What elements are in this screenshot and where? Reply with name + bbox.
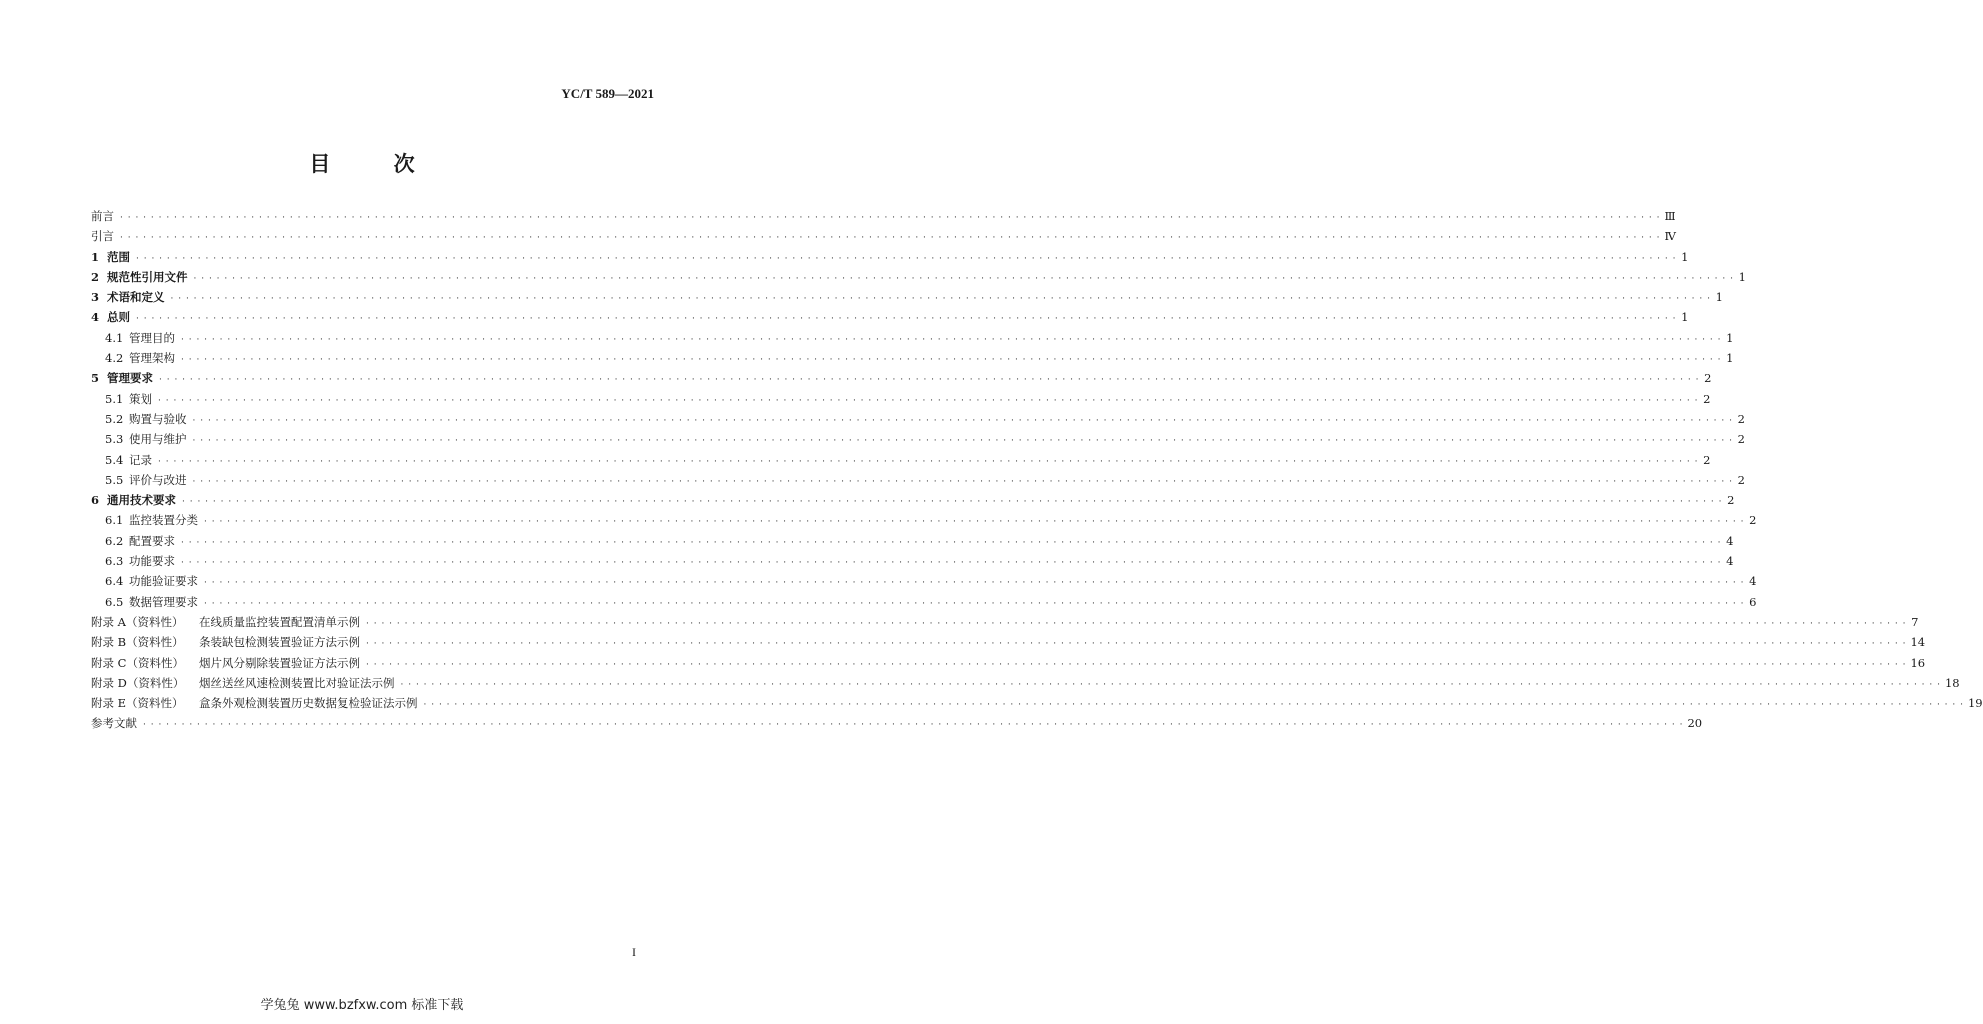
toc-entry-page: 2 <box>1737 432 1745 447</box>
toc-leader-dots: · · · · · · · · · · · · · · · · · · · · · · · · · · · · · · · · · · · · · · · · · · · · · · · · · · · · · · · · · · · · · · · · · · · · · · · · · · · · · · · · · · · · · · · · · · · · · · · · · · · · · · · · · · · · · · · · · · · · · · · · · · · · · · · · · · · · · · · · · · · · · · · · · · · · · · · · · · · · · · · · · · · · · · · · · · · · · · · · · · · · · · · · · · · · · · · · · · · · · · · · <box>181 558 1722 569</box>
toc-entry-title: 使用与维护 <box>129 432 187 447</box>
toc-leader-dots: · · · · · · · · · · · · · · · · · · · · · · · · · · · · · · · · · · · · · · · · · · · · · · · · · · · · · · · · · · · · · · · · · · · · · · · · · · · · · · · · · · · · · · · · · · · · · · · · · · · · · · · · · · · · · · · · · · · · · · · · · · · · · · · · · · · · · · · · · · · · · · · · · · · · · · · · · · · · · · · · · · · · · · · · · · · · · · · · · · · · · · · · · · · · · · · · · · · · · · · · <box>120 213 1661 223</box>
toc-leader-dots: · · · · · · · · · · · · · · · · · · · · · · · · · · · · · · · · · · · · · · · · · · · · · · · · · · · · · · · · · · · · · · · · · · · · · · · · · · · · · · · · · · · · · · · · · · · · · · · · · · · · · · · · · · · · · · · · · · · · · · · · · · · · · · · · · · · · · · · · · · · · · · · · · · · · · · · · · · · · · · · · · · · · · · · · · · · · · · · · · · · · · · · · · · · · · · · · · · · · · · · · <box>366 639 1907 650</box>
toc-entry-number: 6.4 <box>105 574 124 589</box>
toc-entry-page: 18 <box>1944 675 1960 690</box>
toc-leader-dots: · · · · · · · · · · · · · · · · · · · · · · · · · · · · · · · · · · · · · · · · · · · · · · · · · · · · · · · · · · · · · · · · · · · · · · · · · · · · · · · · · · · · · · · · · · · · · · · · · · · · · · · · · · · · · · · · · · · · · · · · · · · · · · · · · · · · · · · · · · · · · · · · · · · · · · · · · · · · · · · · · · · · · · · · · · · · · · · · · · · · · · · · · · · · · · · · · · · · · · · · <box>181 334 1722 345</box>
toc-entry-page: 7 <box>1911 614 1919 629</box>
toc-entry-title: 规范性引用文件 <box>107 269 188 284</box>
toc-entry-heading <box>105 429 187 449</box>
toc-entry-title: 监控装置分类 <box>129 513 198 528</box>
toc-entry-number: 附录 C（资料性） <box>91 655 184 670</box>
toc-entry-title: 总则 <box>107 310 130 325</box>
toc-entry-title: 评价与改进 <box>129 472 187 487</box>
toc-entry[interactable] <box>91 551 1734 571</box>
toc-entry-page: 1 <box>1726 330 1734 345</box>
toc-entry[interactable] <box>91 307 1689 327</box>
toc-entry-number: 1 <box>91 249 100 264</box>
toc-entry-title: 盒条外观检测装置历史数据复检验证法示例 <box>199 696 418 711</box>
toc-entry-page: 14 <box>1910 635 1926 650</box>
toc-entry[interactable] <box>91 368 1712 388</box>
toc-entry-number: 6.2 <box>105 533 124 548</box>
toc-leader-dots: · · · · · · · · · · · · · · · · · · · · · · · · · · · · · · · · · · · · · · · · · · · · · · · · · · · · · · · · · · · · · · · · · · · · · · · · · · · · · · · · · · · · · · · · · · · · · · · · · · · · · · · · · · · · · · · · · · · · · · · · · · · · · · · · · · · · · · · · · · · · · · · · · · · · · · · · · · · · · · · · · · · · · · · · · · · · · · · · · · · · · · · · · · · · · · · · · · · · · · · · <box>120 233 1661 244</box>
toc-leader-dots: · · · · · · · · · · · · · · · · · · · · · · · · · · · · · · · · · · · · · · · · · · · · · · · · · · · · · · · · · · · · · · · · · · · · · · · · · · · · · · · · · · · · · · · · · · · · · · · · · · · · · · · · · · · · · · · · · · · · · · · · · · · · · · · · · · · · · · · · · · · · · · · · · · · · · · · · · · · · · · · · · · · · · · · · · · · · · · · · · · · · · · · · · · · · · · · · · · · · · · · · <box>204 598 1745 609</box>
toc-entry[interactable] <box>91 673 1960 693</box>
toc-entry-page: Ⅲ <box>1664 209 1676 223</box>
toc-entry-title: 在线质量监控装置配置清单示例 <box>199 614 360 629</box>
toc-entry-page: 2 <box>1737 472 1745 487</box>
toc-entry-title: 策划 <box>129 391 152 406</box>
toc-leader-dots: · · · · · · · · · · · · · · · · · · · · · · · · · · · · · · · · · · · · · · · · · · · · · · · · · · · · · · · · · · · · · · · · · · · · · · · · · · · · · · · · · · · · · · · · · · · · · · · · · · · · · · · · · · · · · · · · · · · · · · · · · · · · · · · · · · · · · · · · · · · · · · · · · · · · · · · · · · · · · · · · · · · · · · · · · · · · · · · · · · · · · · · · · · · · · · · · · · · · · · · · <box>159 375 1700 386</box>
standard-code: YC/T 589—2021 <box>561 86 654 101</box>
toc-entry-page: 20 <box>1687 716 1703 731</box>
toc-entry-page: 2 <box>1703 452 1711 467</box>
toc-entry-page: 4 <box>1749 574 1757 589</box>
watermark-text: 学兔兔 www.bzfxw.com 标准下载 <box>260 998 464 1013</box>
toc-entry-title: 烟丝送丝风速检测装置比对验证法示例 <box>199 675 395 690</box>
toc-entry-heading <box>91 713 137 733</box>
toc-leader-dots: · · · · · · · · · · · · · · · · · · · · · · · · · · · · · · · · · · · · · · · · · · · · · · · · · · · · · · · · · · · · · · · · · · · · · · · · · · · · · · · · · · · · · · · · · · · · · · · · · · · · · · · · · · · · · · · · · · · · · · · · · · · · · · · · · · · · · · · · · · · · · · · · · · · · · · · · · · · · · · · · · · · · · · · · · · · · · · · · · · · · · · · · · · · · · · · · · · · · · · · · <box>136 314 1677 325</box>
toc-entry-page: 4 <box>1726 533 1734 548</box>
toc-leader-dots: · · · · · · · · · · · · · · · · · · · · · · · · · · · · · · · · · · · · · · · · · · · · · · · · · · · · · · · · · · · · · · · · · · · · · · · · · · · · · · · · · · · · · · · · · · · · · · · · · · · · · · · · · · · · · · · · · · · · · · · · · · · · · · · · · · · · · · · · · · · · · · · · · · · · · · · · · · · · · · · · · · · · · · · · · · · · · · · · · · · · · · · · · · · · · · · · · · · · · · · · <box>181 537 1722 548</box>
toc-entry-heading <box>105 348 175 368</box>
toc-entry-page: 2 <box>1727 493 1735 508</box>
toc-entry-title: 前言 <box>91 209 114 223</box>
toc-leader-dots: · · · · · · · · · · · · · · · · · · · · · · · · · · · · · · · · · · · · · · · · · · · · · · · · · · · · · · · · · · · · · · · · · · · · · · · · · · · · · · · · · · · · · · · · · · · · · · · · · · · · · · · · · · · · · · · · · · · · · · · · · · · · · · · · · · · · · · · · · · · · · · · · · · · · · · · · · · · · · · · · · · · · · · · · · · · · · · · · · · · · · · · · · · · · · · · · · · · · · · · · <box>182 497 1723 508</box>
table-of-contents <box>91 206 1983 734</box>
toc-entry-heading <box>91 206 114 226</box>
toc-entry[interactable] <box>91 490 1735 510</box>
toc-entry[interactable] <box>91 632 1926 652</box>
toc-entry-heading <box>91 632 360 652</box>
toc-leader-dots: · · · · · · · · · · · · · · · · · · · · · · · · · · · · · · · · · · · · · · · · · · · · · · · · · · · · · · · · · · · · · · · · · · · · · · · · · · · · · · · · · · · · · · · · · · · · · · · · · · · · · · · · · · · · · · · · · · · · · · · · · · · · · · · · · · · · · · · · · · · · · · · · · · · · · · · · · · · · · · · · · · · · · · · · · · · · · · · · · · · · · · · · · · · · · · · · · · · · · · · · <box>143 720 1684 731</box>
toc-entry-number: 附录 D（资料性） <box>91 675 185 690</box>
toc-entry-page: 1 <box>1681 310 1689 325</box>
toc-entry[interactable] <box>91 389 1711 409</box>
toc-leader-dots: · · · · · · · · · · · · · · · · · · · · · · · · · · · · · · · · · · · · · · · · · · · · · · · · · · · · · · · · · · · · · · · · · · · · · · · · · · · · · · · · · · · · · · · · · · · · · · · · · · · · · · · · · · · · · · · · · · · · · · · · · · · · · · · · · · · · · · · · · · · · · · · · · · · · · · · · · · · · · · · · · · · · · · · · · · · · · · · · · · · · · · · · · · · · · · · · · · · · · · · · <box>204 578 1745 589</box>
toc-entry-number: 6.3 <box>105 554 124 569</box>
toc-entry[interactable] <box>91 592 1757 612</box>
toc-entry-page: 2 <box>1749 513 1757 528</box>
toc-entry-page: Ⅳ <box>1664 229 1676 244</box>
toc-entry-heading <box>105 531 175 551</box>
toc-entry-heading <box>91 368 153 388</box>
toc-entry-title: 通用技术要求 <box>107 493 176 508</box>
toc-entry-number: 5.5 <box>105 472 124 487</box>
page-number: I <box>632 945 636 959</box>
toc-entry[interactable] <box>91 429 1745 449</box>
toc-leader-dots: · · · · · · · · · · · · · · · · · · · · · · · · · · · · · · · · · · · · · · · · · · · · · · · · · · · · · · · · · · · · · · · · · · · · · · · · · · · · · · · · · · · · · · · · · · · · · · · · · · · · · · · · · · · · · · · · · · · · · · · · · · · · · · · · · · · · · · · · · · · · · · · · · · · · · · · · · · · · · · · · · · · · · · · · · · · · · · · · · · · · · · · · · · · · · · · · · · · · · · · · <box>158 395 1699 406</box>
toc-entry[interactable] <box>91 571 1757 591</box>
toc-entry-page: 4 <box>1726 554 1734 569</box>
toc-entry-title: 参考文献 <box>91 716 137 731</box>
toc-entry-title: 术语和定义 <box>107 290 165 305</box>
toc-entry[interactable] <box>91 206 1676 226</box>
toc-entry-number: 5.4 <box>105 452 124 467</box>
page-title: 目 次 <box>309 152 443 176</box>
toc-entry-heading <box>105 510 198 530</box>
toc-leader-dots: · · · · · · · · · · · · · · · · · · · · · · · · · · · · · · · · · · · · · · · · · · · · · · · · · · · · · · · · · · · · · · · · · · · · · · · · · · · · · · · · · · · · · · · · · · · · · · · · · · · · · · · · · · · · · · · · · · · · · · · · · · · · · · · · · · · · · · · · · · · · · · · · · · · · · · · · · · · · · · · · · · · · · · · · · · · · · · · · · · · · · · · · · · · · · · · · · · · · · · · · <box>366 618 1907 629</box>
toc-entry-page: 1 <box>1681 249 1689 264</box>
toc-leader-dots: · · · · · · · · · · · · · · · · · · · · · · · · · · · · · · · · · · · · · · · · · · · · · · · · · · · · · · · · · · · · · · · · · · · · · · · · · · · · · · · · · · · · · · · · · · · · · · · · · · · · · · · · · · · · · · · · · · · · · · · · · · · · · · · · · · · · · · · · · · · · · · · · · · · · · · · · · · · · · · · · · · · · · · · · · · · · · · · · · · · · · · · · · · · · · · · · · · · · · · · · <box>204 517 1745 528</box>
toc-entry-number: 5 <box>91 371 100 386</box>
toc-entry[interactable] <box>91 531 1734 551</box>
toc-entry-title: 功能要求 <box>129 554 175 569</box>
toc-entry-page: 1 <box>1738 269 1746 284</box>
toc-leader-dots: · · · · · · · · · · · · · · · · · · · · · · · · · · · · · · · · · · · · · · · · · · · · · · · · · · · · · · · · · · · · · · · · · · · · · · · · · · · · · · · · · · · · · · · · · · · · · · · · · · · · · · · · · · · · · · · · · · · · · · · · · · · · · · · · · · · · · · · · · · · · · · · · · · · · · · · · · · · · · · · · · · · · · · · · · · · · · · · · · · · · · · · · · · · · · · · · · · · · · · · · <box>192 415 1733 426</box>
toc-leader-dots: · · · · · · · · · · · · · · · · · · · · · · · · · · · · · · · · · · · · · · · · · · · · · · · · · · · · · · · · · · · · · · · · · · · · · · · · · · · · · · · · · · · · · · · · · · · · · · · · · · · · · · · · · · · · · · · · · · · · · · · · · · · · · · · · · · · · · · · · · · · · · · · · · · · · · · · · · · · · · · · · · · · · · · · · · · · · · · · · · · · · · · · · · · · · · · · · · · · · · · · · <box>170 294 1711 305</box>
toc-entry-title: 烟片风分剔除装置验证方法示例 <box>199 655 360 670</box>
toc-leader-dots: · · · · · · · · · · · · · · · · · · · · · · · · · · · · · · · · · · · · · · · · · · · · · · · · · · · · · · · · · · · · · · · · · · · · · · · · · · · · · · · · · · · · · · · · · · · · · · · · · · · · · · · · · · · · · · · · · · · · · · · · · · · · · · · · · · · · · · · · · · · · · · · · · · · · · · · · · · · · · · · · · · · · · · · · · · · · · · · · · · · · · · · · · · · · · · · · · · · · · · · · <box>181 355 1722 366</box>
toc-entry-title: 配置要求 <box>129 533 175 548</box>
toc-entry[interactable] <box>91 470 1745 490</box>
toc-entry-page: 19 <box>1967 696 1983 711</box>
toc-entry-heading <box>91 267 188 287</box>
toc-entry-page: 6 <box>1749 594 1757 609</box>
toc-entry-heading <box>105 551 175 571</box>
toc-entry-number: 4.1 <box>105 330 124 345</box>
toc-entry-title: 引言 <box>91 229 114 244</box>
toc-entry[interactable] <box>91 450 1711 470</box>
toc-leader-dots: · · · · · · · · · · · · · · · · · · · · · · · · · · · · · · · · · · · · · · · · · · · · · · · · · · · · · · · · · · · · · · · · · · · · · · · · · · · · · · · · · · · · · · · · · · · · · · · · · · · · · · · · · · · · · · · · · · · · · · · · · · · · · · · · · · · · · · · · · · · · · · · · · · · · · · · · · · · · · · · · · · · · · · · · · · · · · · · · · · · · · · · · · · · · · · · · · · · · · · · · <box>400 679 1941 690</box>
toc-leader-dots: · · · · · · · · · · · · · · · · · · · · · · · · · · · · · · · · · · · · · · · · · · · · · · · · · · · · · · · · · · · · · · · · · · · · · · · · · · · · · · · · · · · · · · · · · · · · · · · · · · · · · · · · · · · · · · · · · · · · · · · · · · · · · · · · · · · · · · · · · · · · · · · · · · · · · · · · · · · · · · · · · · · · · · · · · · · · · · · · · · · · · · · · · · · · · · · · · · · · · · · · <box>158 456 1699 467</box>
toc-entry-title: 功能验证要求 <box>129 574 198 589</box>
toc-entry[interactable] <box>91 612 1919 632</box>
toc-entry-number: 3 <box>91 290 100 305</box>
toc-entry-number: 6 <box>91 493 100 508</box>
toc-entry[interactable] <box>91 510 1757 530</box>
toc-entry-page: 1 <box>1726 351 1734 366</box>
toc-entry-number: 4 <box>91 310 100 325</box>
toc-leader-dots: · · · · · · · · · · · · · · · · · · · · · · · · · · · · · · · · · · · · · · · · · · · · · · · · · · · · · · · · · · · · · · · · · · · · · · · · · · · · · · · · · · · · · · · · · · · · · · · · · · · · · · · · · · · · · · · · · · · · · · · · · · · · · · · · · · · · · · · · · · · · · · · · · · · · · · · · · · · · · · · · · · · · · · · · · · · · · · · · · · · · · · · · · · · · · · · · · · · · · · · · <box>423 700 1964 711</box>
toc-entry[interactable] <box>91 267 1746 287</box>
toc-entry-heading <box>105 389 152 409</box>
toc-entry[interactable] <box>91 247 1689 267</box>
toc-entry-title: 管理要求 <box>107 371 153 386</box>
toc-entry-page: 1 <box>1715 290 1723 305</box>
toc-entry-number: 附录 E（资料性） <box>91 696 184 711</box>
toc-entry-title: 记录 <box>129 452 152 467</box>
toc-entry[interactable] <box>91 409 1745 429</box>
toc-entry-number: 5.1 <box>105 391 124 406</box>
toc-entry[interactable] <box>91 348 1734 368</box>
toc-entry-number: 5.3 <box>105 432 124 447</box>
toc-entry-heading <box>91 287 165 307</box>
toc-entry-title: 范围 <box>107 249 130 264</box>
toc-entry-number: 2 <box>91 269 100 284</box>
toc-entry-page: 2 <box>1704 371 1712 386</box>
toc-entry-number: 6.5 <box>105 594 124 609</box>
toc-entry-number: 附录 B（资料性） <box>91 635 184 650</box>
toc-leader-dots: · · · · · · · · · · · · · · · · · · · · · · · · · · · · · · · · · · · · · · · · · · · · · · · · · · · · · · · · · · · · · · · · · · · · · · · · · · · · · · · · · · · · · · · · · · · · · · · · · · · · · · · · · · · · · · · · · · · · · · · · · · · · · · · · · · · · · · · · · · · · · · · · · · · · · · · · · · · · · · · · · · · · · · · · · · · · · · · · · · · · · · · · · · · · · · · · · · · · · · · · <box>192 436 1733 447</box>
toc-entry-heading <box>91 226 114 246</box>
toc-entry[interactable] <box>91 653 1926 673</box>
toc-entry[interactable] <box>91 226 1676 246</box>
toc-entry-number: 5.2 <box>105 411 124 426</box>
toc-entry-page: 2 <box>1737 411 1745 426</box>
toc-entry-title: 购置与验收 <box>129 411 187 426</box>
toc-entry-title: 条装缺包检测装置验证方法示例 <box>199 635 360 650</box>
toc-entry-heading <box>105 450 152 470</box>
toc-entry-number: 6.1 <box>105 513 124 528</box>
toc-entry-heading <box>91 490 176 510</box>
toc-leader-dots: · · · · · · · · · · · · · · · · · · · · · · · · · · · · · · · · · · · · · · · · · · · · · · · · · · · · · · · · · · · · · · · · · · · · · · · · · · · · · · · · · · · · · · · · · · · · · · · · · · · · · · · · · · · · · · · · · · · · · · · · · · · · · · · · · · · · · · · · · · · · · · · · · · · · · · · · · · · · · · · · · · · · · · · · · · · · · · · · · · · · · · · · · · · · · · · · · · · · · · · · <box>192 476 1733 487</box>
toc-entry-heading <box>91 612 360 632</box>
toc-entry-page: 16 <box>1910 655 1926 670</box>
toc-entry-number: 4.2 <box>105 351 124 366</box>
toc-entry[interactable] <box>91 287 1723 307</box>
toc-entry[interactable] <box>91 328 1734 348</box>
toc-entry-heading <box>91 307 130 327</box>
toc-entry[interactable] <box>91 693 1983 713</box>
toc-entry-heading <box>91 653 360 673</box>
toc-entry-title: 管理架构 <box>129 351 175 366</box>
toc-leader-dots: · · · · · · · · · · · · · · · · · · · · · · · · · · · · · · · · · · · · · · · · · · · · · · · · · · · · · · · · · · · · · · · · · · · · · · · · · · · · · · · · · · · · · · · · · · · · · · · · · · · · · · · · · · · · · · · · · · · · · · · · · · · · · · · · · · · · · · · · · · · · · · · · · · · · · · · · · · · · · · · · · · · · · · · · · · · · · · · · · · · · · · · · · · · · · · · · · · · · · · · · <box>366 659 1907 670</box>
toc-entry-heading <box>105 470 187 490</box>
toc-entry-heading <box>91 673 395 693</box>
toc-entry-title: 数据管理要求 <box>129 594 198 609</box>
toc-entry[interactable] <box>91 713 1703 733</box>
toc-entry-heading <box>91 247 130 267</box>
toc-entry-heading <box>91 693 418 713</box>
toc-leader-dots: · · · · · · · · · · · · · · · · · · · · · · · · · · · · · · · · · · · · · · · · · · · · · · · · · · · · · · · · · · · · · · · · · · · · · · · · · · · · · · · · · · · · · · · · · · · · · · · · · · · · · · · · · · · · · · · · · · · · · · · · · · · · · · · · · · · · · · · · · · · · · · · · · · · · · · · · · · · · · · · · · · · · · · · · · · · · · · · · · · · · · · · · · · · · · · · · · · · · · · · · <box>193 273 1734 284</box>
toc-entry-number: 附录 A（资料性） <box>91 614 184 629</box>
toc-entry-heading <box>105 571 198 591</box>
toc-entry-title: 管理目的 <box>129 330 175 345</box>
toc-entry-heading <box>105 409 187 429</box>
toc-entry-heading <box>105 592 198 612</box>
toc-leader-dots: · · · · · · · · · · · · · · · · · · · · · · · · · · · · · · · · · · · · · · · · · · · · · · · · · · · · · · · · · · · · · · · · · · · · · · · · · · · · · · · · · · · · · · · · · · · · · · · · · · · · · · · · · · · · · · · · · · · · · · · · · · · · · · · · · · · · · · · · · · · · · · · · · · · · · · · · · · · · · · · · · · · · · · · · · · · · · · · · · · · · · · · · · · · · · · · · · · · · · · · · <box>136 253 1677 264</box>
toc-entry-page: 2 <box>1703 391 1711 406</box>
toc-entry-heading <box>105 328 175 348</box>
